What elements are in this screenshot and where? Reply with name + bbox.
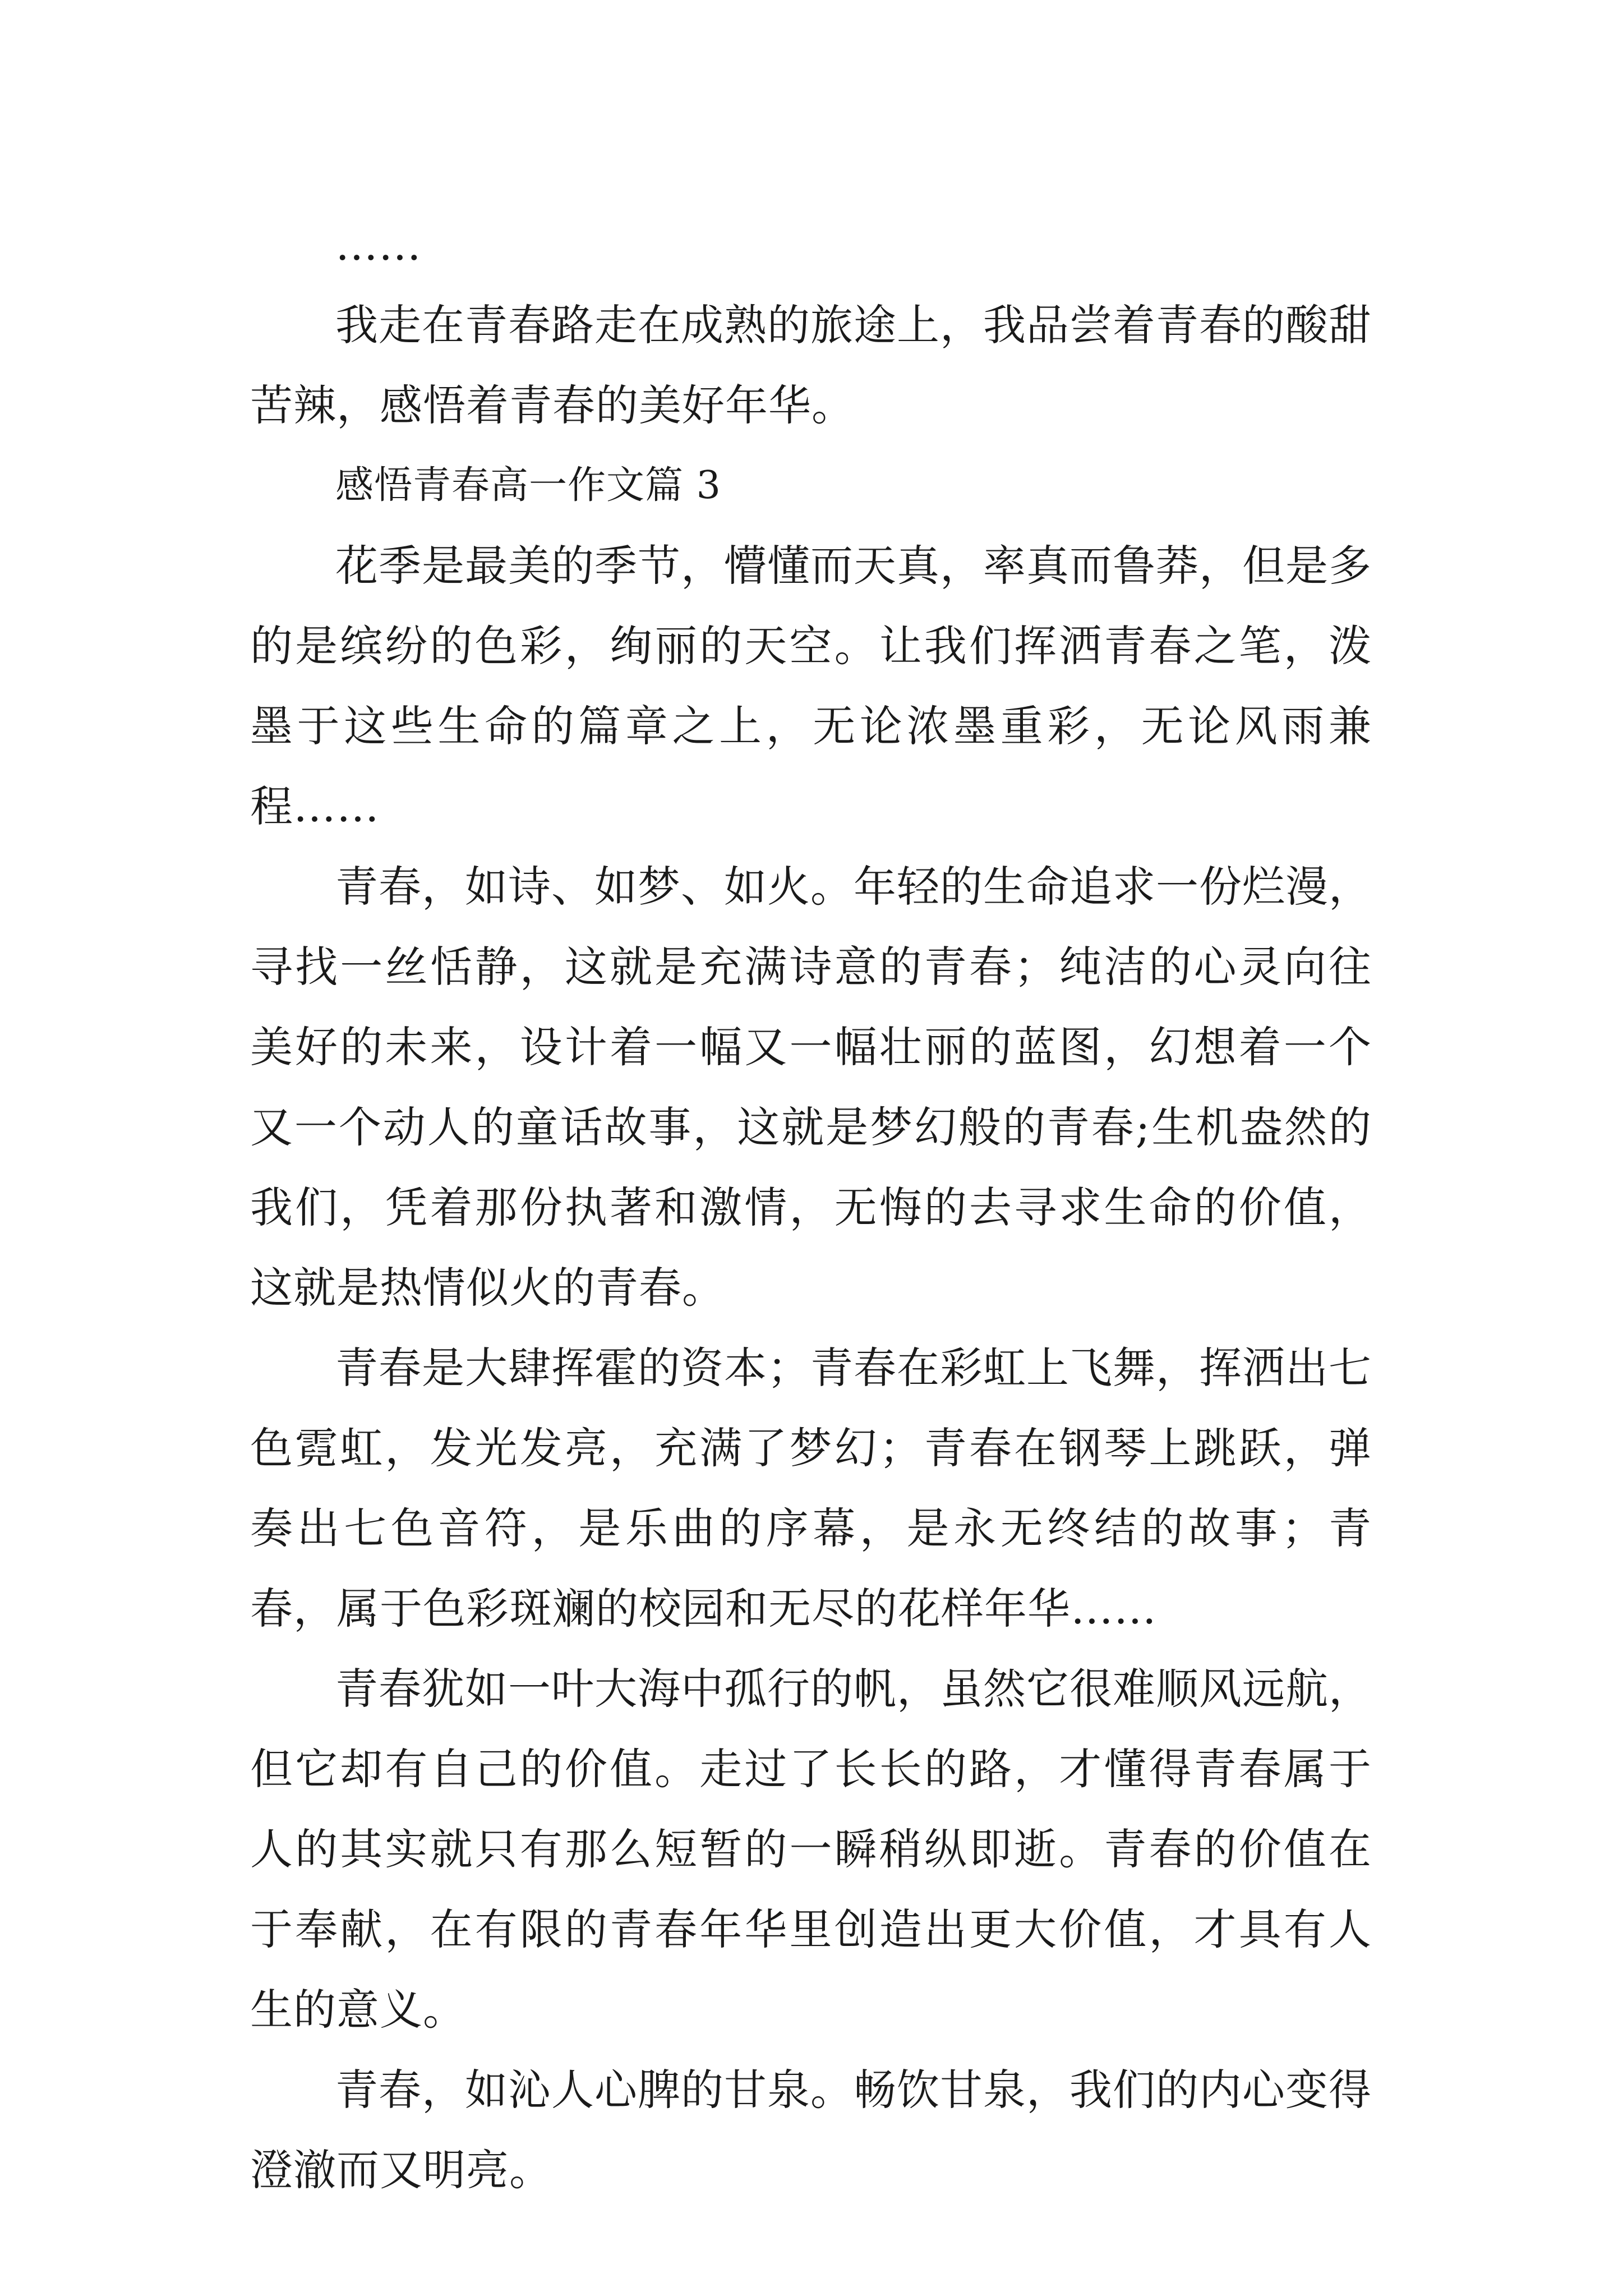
body-paragraph: 我走在青春路走在成熟的旅途上，我品尝着青春的酸甜苦辣，感悟着青春的美好年华。 <box>250 300 1372 430</box>
body-paragraph: 花季是最美的季节，懵懂而天真，率真而鲁莽，但是多的是缤纷的色彩，绚丽的天空。让我们挥洒青春之笔，泼墨于这些生命的篇章之上，无论浓墨重彩，无论风雨兼程…… <box>250 541 1372 831</box>
ellipsis-paragraph: …… <box>335 220 422 270</box>
body-paragraph: 青春，如诗、如梦、如火。年轻的生命追求一份烂漫，寻找一丝恬静，这就是充满诗意的青春；纯洁的心灵向往美好的未来，设计着一幅又一幅壮丽的蓝图，幻想着一个又一个动人的童话故事，这就是梦幻般的青春;生机盎然的我们，凭着那份执著和激情，无悔的去寻求生命的价值，这就是热情似火的青春。 <box>250 862 1372 1313</box>
section-heading: 感悟青春高一作文篇 3 <box>335 463 721 508</box>
body-paragraph: 青春犹如一叶大海中孤行的帆，虽然它很难顺风远航，但它却有自己的价值。走过了长长的路，才懂得青春属于人的其实就只有那么短暂的一瞬稍纵即逝。青春的价值在于奉献，在有限的青春年华里创造出更大价值，才具有人生的意义。 <box>250 1664 1372 2035</box>
document-body <box>250 205 1372 2210</box>
body-paragraph: 青春是大肆挥霍的资本；青春在彩虹上飞舞，挥洒出七色霓虹，发光发亮，充满了梦幻；青春在钢琴上跳跃，弹奏出七色音符，是乐曲的序幕，是永无终结的故事；青春，属于色彩斑斓的校园和无尽的花样年华…… <box>250 1343 1372 1634</box>
body-paragraph: 青春，如沁人心脾的甘泉。畅饮甘泉，我们的内心变得澄澈而又明亮。 <box>250 2065 1372 2195</box>
